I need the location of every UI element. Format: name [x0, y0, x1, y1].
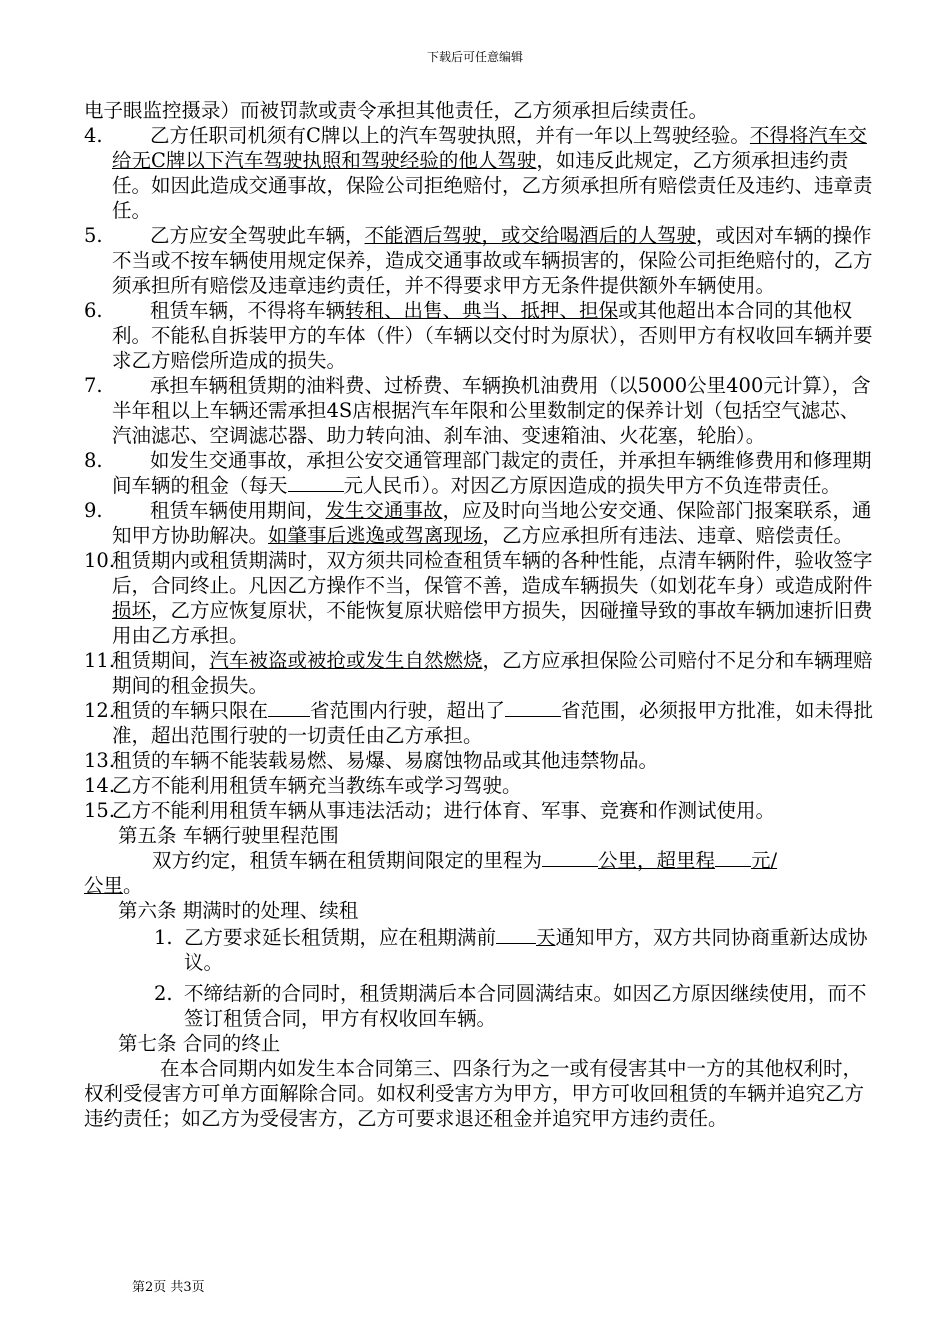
- article-6-item-2: [84, 981, 876, 1031]
- clause-text-segment: 租赁车辆使用期间，: [150, 499, 326, 522]
- clause-number: 10.: [84, 549, 116, 572]
- clause-text-segment: 承担车辆租赁期的油料费、过桥费、车辆换机油费用（以5000公里400元计算），含半年租以上车辆还需承担4S店根据汽车年限和公里数制定的保养计划（包括空气滤芯、汽油滤芯、空调滤芯器、助力转向油、刹车油、变速箱油、火花塞，轮胎）。: [112, 374, 871, 447]
- clause-text-segment: 乙方任职司机须有C牌以上的汽车驾驶执照，并有一年以上驾驶经验。: [150, 124, 750, 147]
- clause-text: [112, 499, 872, 547]
- clause-text-segment: ，乙方应承担所有违法、违章、赔偿责任。: [482, 524, 854, 547]
- article-5-text-c: 元/: [751, 849, 778, 872]
- clause-item: [84, 548, 876, 648]
- fill-in-blank: [505, 698, 561, 717]
- underlined-text: 损坏: [112, 599, 152, 622]
- underlined-text: 转租、出售、典当、抵押、担保: [345, 299, 619, 322]
- clause-number: 4.: [84, 124, 103, 147]
- clause-number: 5.: [84, 224, 103, 247]
- underlined-text: 如肇事后逃逸或驾离现场: [268, 524, 483, 547]
- underlined-text: 发生交通事故: [325, 499, 443, 522]
- clause-item: [84, 448, 876, 498]
- clause-number: 13.: [84, 749, 116, 772]
- document-body: [84, 98, 876, 1131]
- clause-text-segment: 省范围内行驶，超出了: [310, 699, 506, 722]
- article-5-km-blank: [542, 848, 598, 867]
- clause-text: [112, 749, 658, 772]
- clause-number: 11.: [84, 649, 116, 672]
- clause-text-segment: 省范围，必须报甲方批准，如未得批准，超出范围行驶的一切责任由乙方承担。: [112, 699, 874, 747]
- clause-item: [84, 373, 876, 448]
- clause-text-segment: ，如违反此规定，乙方须承担违约责任。如因此造成交通事故，保险公司拒绝赔付，乙方须承担所有赔偿责任及违约、违章责任。: [112, 149, 873, 222]
- clause-text-segment: 元人民币）。对因乙方原因造成的损失甲方不负连带责任。: [343, 474, 841, 497]
- clause-text-segment: 如发生交通事故，承担公安交通管理部门裁定的责任，并承担车辆维修费用和修理期间车辆的租金（每天: [112, 449, 872, 497]
- clause-text: [112, 649, 873, 697]
- intro-paragraph: 电子眼监控摄录）而被罚款或责令承担其他责任，乙方须承担后续责任。: [84, 99, 709, 122]
- clause-number: 14.: [84, 774, 116, 797]
- clause-text-segment: ，乙方应承担保险公司赔付不足分和车辆理赔期间的租金损失。: [112, 649, 873, 697]
- article-6-item-2-text: 不缔结新的合同时，租赁期满后本合同圆满结束。如因乙方原因继续使用，而不签订租赁合同，甲方有权收回车辆。: [184, 982, 867, 1030]
- clause-item: [84, 123, 876, 223]
- article-6-item-1-number: 1.: [154, 926, 173, 949]
- clause-item: [84, 648, 876, 698]
- clause-text-segment: 租赁的车辆只限在: [112, 699, 269, 722]
- fill-in-blank: [268, 698, 310, 717]
- clause-number: 15.: [84, 799, 116, 822]
- clause-text-segment: 乙方不能利用租赁车辆从事违法活动；进行体育、军事、竞赛和作测试使用。: [112, 799, 776, 822]
- article-5-text-e: 。: [123, 874, 143, 897]
- clause-item: [84, 498, 876, 548]
- article-6-item-1: [84, 925, 876, 975]
- clause-text: [112, 774, 522, 797]
- clause-number: 6.: [84, 299, 103, 322]
- article-7-body: 在本合同期内如发生本合同第三、四条行为之一或有侵害其中一方的其他权利时，权利受侵害方可单方面解除合同。如权利受害方为甲方，甲方可收回租赁的车辆并追究乙方违约责任；如乙方为受侵害方，乙方可要求退还租金并追究甲方违约责任。: [84, 1057, 865, 1130]
- clause-text: [112, 299, 873, 372]
- clause-item: [84, 773, 876, 798]
- underlined-text: 不能酒后驾驶，或交给喝酒后的人驾驶: [364, 224, 697, 247]
- clause-number: 7.: [84, 374, 103, 397]
- clause-text-segment: 租赁期内或租赁期满时，双方须共同检查租赁车辆的各种性能，点清车辆附件，验收签字后，合同终止。凡因乙方操作不当，保管不善，造成车辆损失（如划花车身）或造成附件: [112, 549, 873, 597]
- clause-text-segment: 乙方不能利用租赁车辆充当教练车或学习驾驶。: [112, 774, 522, 797]
- clause-text-segment: 租赁车辆，不得将车辆: [150, 299, 346, 322]
- article-6-title: 第六条 期满时的处理、续租: [118, 899, 359, 922]
- underlined-text: 汽车被盗或被抢或发生自然燃烧: [209, 649, 483, 672]
- clause-item: [84, 223, 876, 298]
- article-5-body: [84, 848, 876, 898]
- clause-list: [84, 123, 876, 823]
- page-footer: 第2页 共3页: [132, 1280, 205, 1295]
- clause-text: [112, 799, 775, 822]
- article-6-item-1-text-c: 通知甲方，双方共同协商重新达成协议。: [184, 926, 868, 974]
- clause-text: [112, 449, 872, 497]
- article-5-rate-blank: [715, 848, 751, 867]
- article-5-text-b: 公里，超里程: [598, 849, 716, 872]
- clause-text-segment: 租赁期间，: [112, 649, 210, 672]
- clause-item: [84, 298, 876, 373]
- clause-item: [84, 798, 876, 823]
- clause-text-segment: 乙方应安全驾驶此车辆，: [150, 224, 365, 247]
- clause-text: [112, 124, 873, 222]
- clause-text-segment: 租赁的车辆不能装载易燃、易爆、易腐蚀物品或其他违禁物品。: [112, 749, 659, 772]
- article-6-item-2-number: 2.: [154, 982, 173, 1005]
- article-5-text-a: 双方约定，租赁车辆在租赁期间限定的里程为: [152, 849, 543, 872]
- clause-number: 8.: [84, 449, 103, 472]
- clause-text: [112, 699, 873, 747]
- article-6-item-1-text-b: 天: [536, 926, 556, 949]
- clause-number: 9.: [84, 499, 103, 522]
- clause-item: [84, 748, 876, 773]
- clause-number: 12.: [84, 699, 116, 722]
- clause-text: [112, 224, 873, 297]
- clause-text-segment: ，乙方应恢复原状，不能恢复原状赔偿甲方损失，因碰撞导致的事故车辆加速折旧费用由乙方承担。: [112, 599, 873, 647]
- underlined-text: 不得将汽车交给无C牌以下汽车驾驶执照和驾驶经验的他人驾驶: [112, 124, 867, 172]
- article-7-title: 第七条 合同的终止: [118, 1032, 281, 1055]
- article-6-days-blank: [496, 925, 536, 944]
- clause-text-segment: ，或因对车辆的操作不当或不按车辆使用规定保养，造成交通事故或车辆损害的，保险公司拒绝赔付的，乙方须承担所有赔偿及违章违约责任，并不得要求甲方无条件提供额外车辆使用。: [112, 224, 873, 297]
- clause-item: [84, 698, 876, 748]
- clause-text-segment: 或其他超出本合同的其他权利。不能私自拆装甲方的车体（件）（车辆以交付时为原状），否则甲方有权收回车辆并要求乙方赔偿所造成的损失。: [112, 299, 873, 372]
- article-6-item-1-text-a: 乙方要求延长租赁期，应在租期满前: [184, 926, 497, 949]
- fill-in-blank: [288, 473, 344, 492]
- clause-text: [112, 549, 873, 647]
- clause-text-segment: ，应及时向当地公安交通、保险部门报案联系，通知甲方协助解决。: [112, 499, 872, 547]
- clause-text: [112, 374, 871, 447]
- page-header: 下载后可任意编辑: [426, 50, 523, 64]
- article-5-title: 第五条 车辆行驶里程范围: [118, 824, 339, 847]
- article-5-text-d: 公里: [84, 874, 124, 897]
